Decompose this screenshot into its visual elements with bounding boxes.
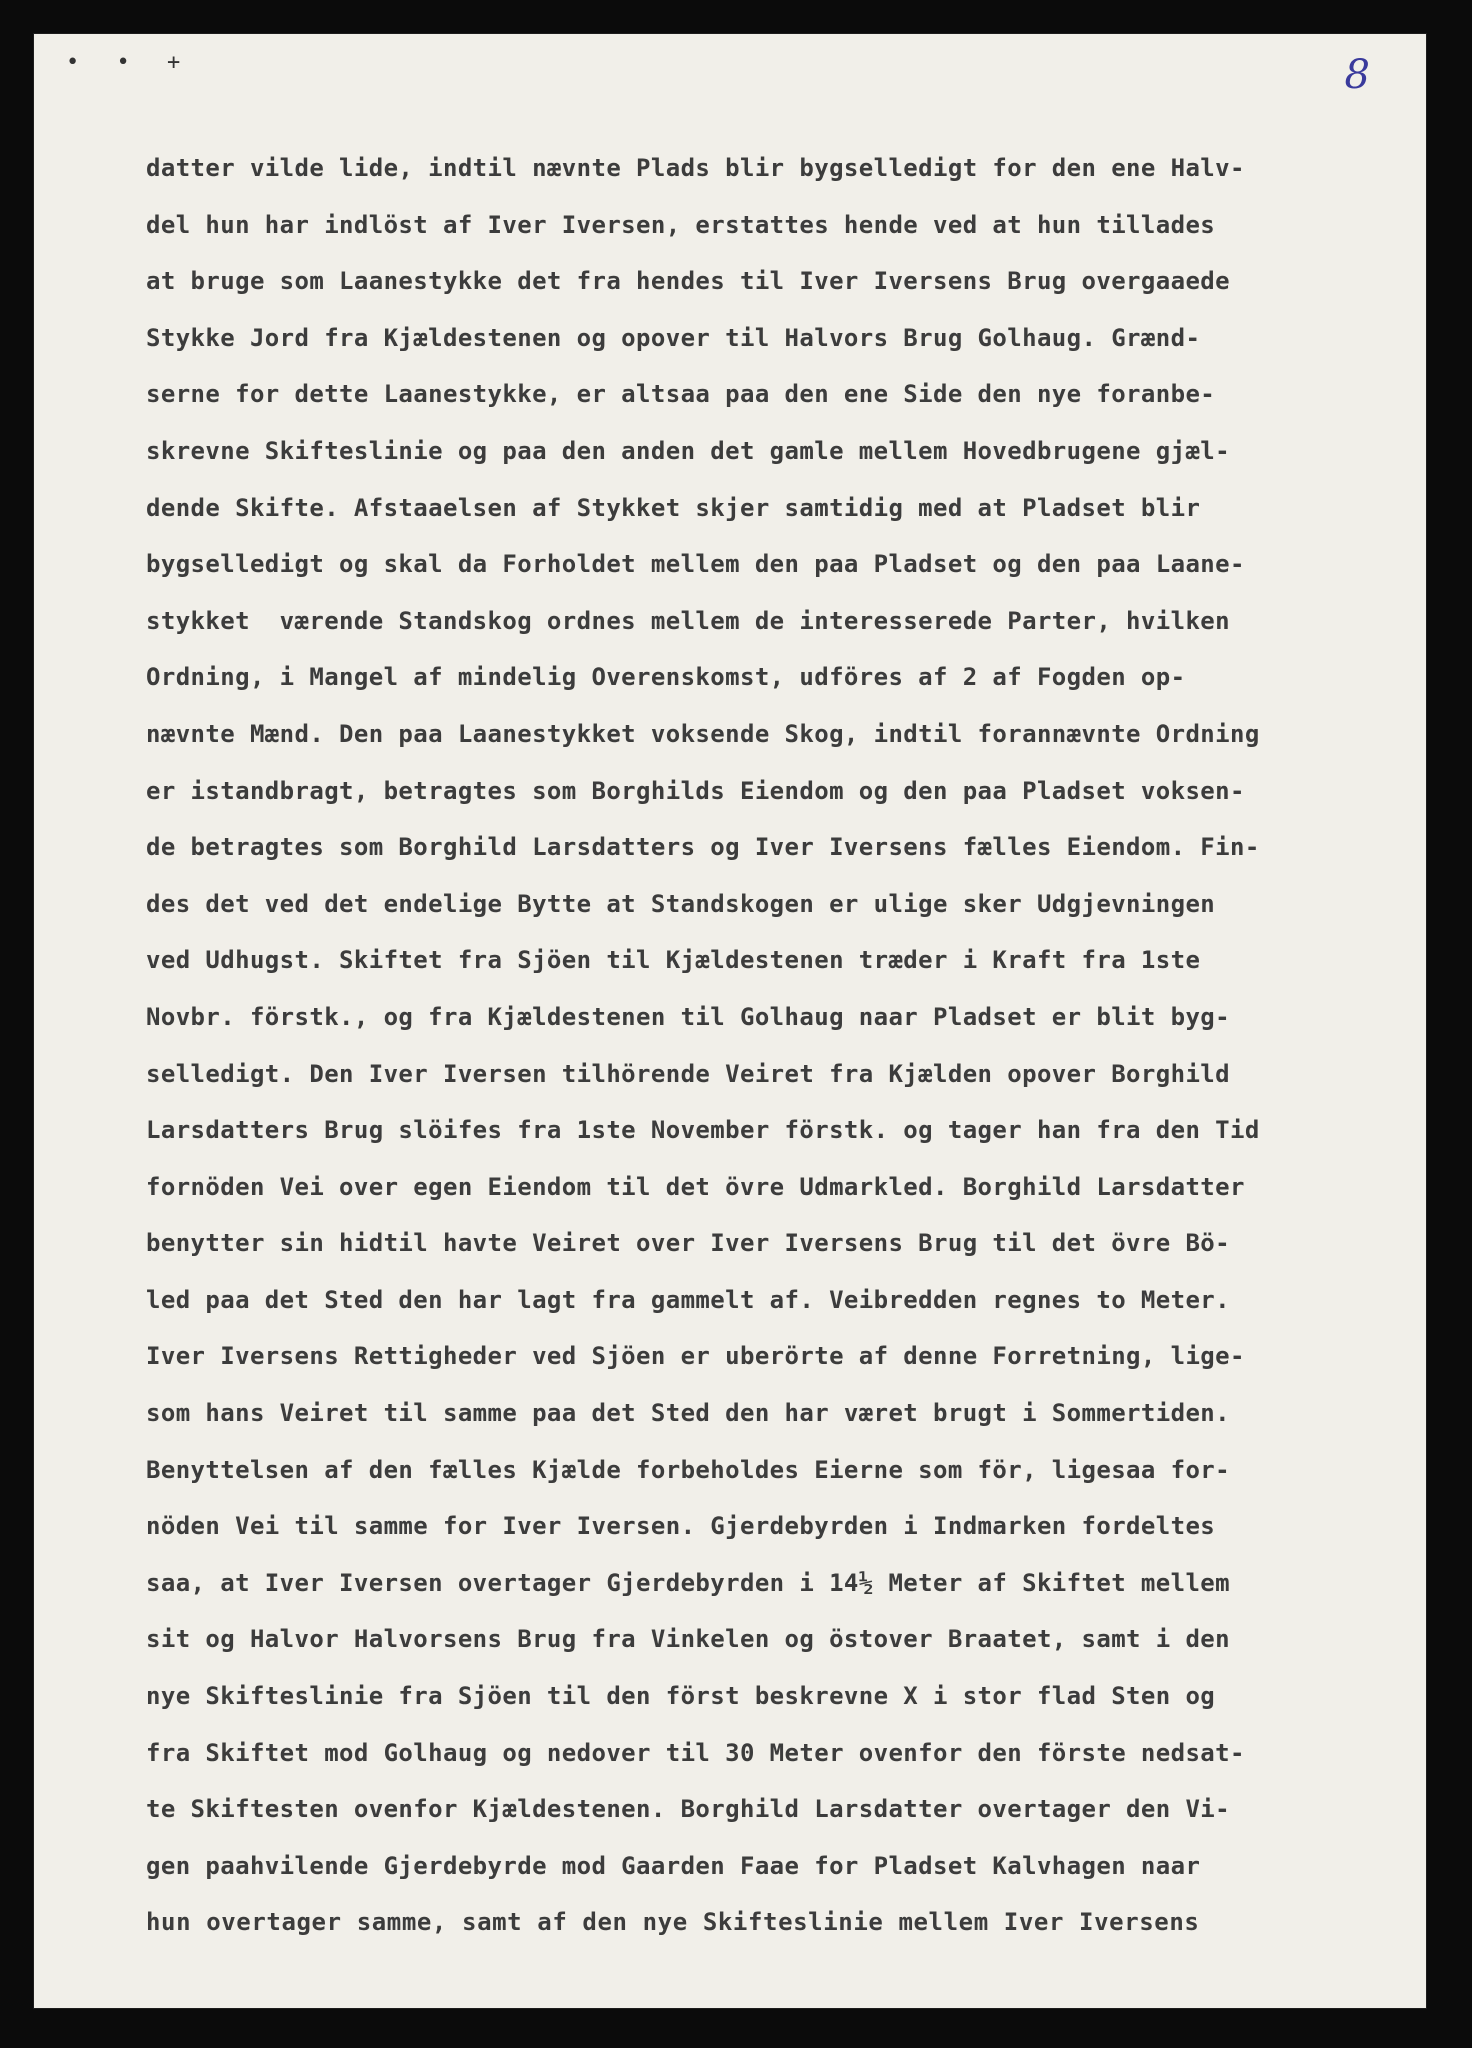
text-line: Stykke Jord fra Kjældestenen og opover til Halvors Brug Golhaug. Grænd- — [146, 323, 1201, 352]
text-line: gen paahvilende Gjerdebyrde mod Gaarden Faae for Pladset Kalvhagen naar — [146, 1851, 1201, 1880]
text-line: led paa det Sted den har lagt fra gammelt af. Veibredden regnes to Meter. — [146, 1285, 1230, 1314]
text-line: saa, at Iver Iversen overtager Gjerdebyrden i 14½ Meter af Skiftet mellem — [146, 1568, 1230, 1597]
text-line: Novbr. förstk., og fra Kjældestenen til Golhaug naar Pladset er blit byg- — [146, 1002, 1230, 1031]
text-line: bygselledigt og skal da Forholdet mellem den paa Pladset og den paa Laane- — [146, 550, 1245, 579]
text-line: skrevne Skifteslinie og paa den anden det gamle mellem Hovedbrugene gjæl- — [146, 436, 1230, 465]
text-line: selledigt. Den Iver Iversen tilhörende Veiret fra Kjælden opover Borghild — [146, 1059, 1230, 1088]
text-line: fornöden Vei over egen Eiendom til det övre Udmarkled. Borghild Larsdatter — [146, 1172, 1245, 1201]
text-line: Ordning, i Mangel af mindelig Overenskomst, udföres af 2 af Fogden op- — [146, 663, 1186, 692]
text-line: nye Skifteslinie fra Sjöen til den först beskrevne X i stor flad Sten og — [146, 1682, 1216, 1711]
text-line: Larsdatters Brug slöifes fra 1ste November förstk. og tager han fra den Tid — [146, 1116, 1260, 1145]
text-line: sit og Halvor Halvorsens Brug fra Vinkelen og östover Braatet, samt i den — [146, 1625, 1230, 1654]
text-line: de betragtes som Borghild Larsdatters og Iver Iversens fælles Eiendom. Fin- — [146, 833, 1260, 862]
text-line: nöden Vei til samme for Iver Iversen. Gjerdebyrden i Indmarken fordeltes — [146, 1512, 1216, 1541]
text-line: som hans Veiret til samme paa det Sted den har været brugt i Sommertiden. — [146, 1399, 1230, 1428]
text-line: ved Udhugst. Skiftet fra Sjöen til Kjældestenen træder i Kraft fra 1ste — [146, 946, 1201, 975]
page-number: 8 — [1344, 52, 1370, 98]
body-text — [146, 140, 1361, 1951]
text-line: dende Skifte. Afstaaelsen af Stykket skjer samtidig med at Pladset blir — [146, 493, 1201, 522]
text-line: des det ved det endelige Bytte at Standskogen er ulige sker Udgjevningen — [146, 889, 1216, 918]
document-page — [34, 34, 1426, 2008]
text-line: fra Skiftet mod Golhaug og nedover til 30 Meter ovenfor den förste nedsat- — [146, 1738, 1245, 1767]
text-line: datter vilde lide, indtil nævnte Plads blir bygselledigt for den ene Halv- — [146, 154, 1245, 182]
text-line: serne for dette Laanestykke, er altsaa paa den ene Side den nye foranbe- — [146, 380, 1216, 409]
text-line: hun overtager samme, samt af den nye Skifteslinie mellem Iver Iversens — [146, 1908, 1200, 1937]
text-line: at bruge som Laanestykke det fra hendes til Iver Iversens Brug overgaaede — [146, 267, 1230, 296]
text-line: del hun har indlöst af Iver Iversen, erstattes hende ved at hun tillades — [146, 210, 1216, 239]
corner-marks: • • + — [66, 50, 193, 75]
text-line: stykket værende Standskog ordnes mellem de interesserede Parter, hvilken — [146, 606, 1230, 635]
text-line: benytter sin hidtil havte Veiret over Iver Iversens Brug til det övre Bö- — [146, 1229, 1230, 1258]
text-line: te Skiftesten ovenfor Kjældestenen. Borghild Larsdatter overtager den Vi- — [146, 1795, 1230, 1824]
text-line: er istandbragt, betragtes som Borghilds Eiendom og den paa Pladset voksen- — [146, 776, 1245, 805]
text-line: Benyttelsen af den fælles Kjælde forbeholdes Eierne som för, ligesaa for- — [146, 1455, 1230, 1484]
text-line: nævnte Mænd. Den paa Laanestykket voksende Skog, indtil forannævnte Ordning — [146, 719, 1260, 748]
text-line: Iver Iversens Rettigheder ved Sjöen er uberörte af denne Forretning, lige- — [146, 1342, 1245, 1371]
